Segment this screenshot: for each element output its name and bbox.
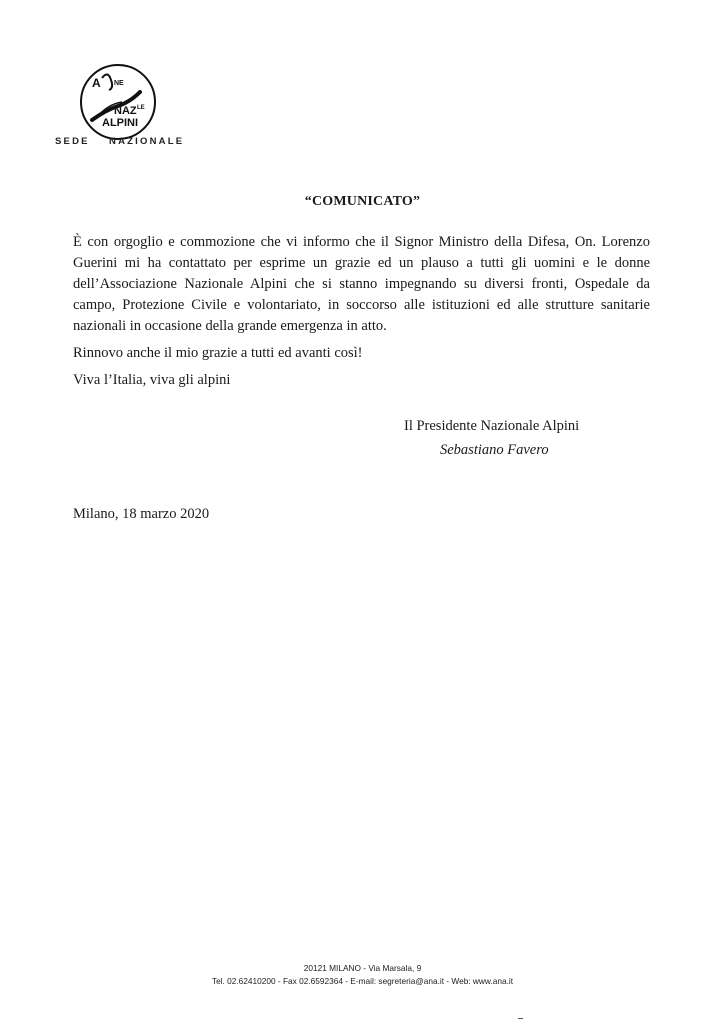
footer-contacts: Tel. 02.62410200 - Fax 02.6592364 - E-mail: segreteria@ana.it - Web: www.ana.it xyxy=(211,976,514,986)
document-title: “COMUNICATO” xyxy=(304,194,421,209)
footer xyxy=(0,962,725,988)
signature-role: Il Presidente Nazionale Alpini xyxy=(404,418,580,434)
paragraph-thanks: Rinnovo anche il mio grazie a tutti ed avanti così! xyxy=(73,345,363,361)
signature-name: Sebastiano Favero xyxy=(440,442,549,458)
ana-logo xyxy=(78,62,158,142)
page-mark xyxy=(518,1018,523,1019)
signature-block xyxy=(404,414,579,462)
logo-text-naz: NAZ xyxy=(114,105,137,117)
paragraph-main: È con orgoglio e commozione che vi informo che il Signor Ministro della Difesa, On. Lorenzo Guerini mi ha contattato per esprime un grazie ed un plauso a tutti gli uomini e le donne dell’Associazione Nazionale Alpini che si stanno impegnando su diversi fronti, Ospedale da campo, Protezione Civile e volontariato, in soccorso alle istituzioni ed alle strutture sanitarie nazionali in occasione della grande emergenza in atto. xyxy=(73,234,650,334)
paragraph-closing: Viva l’Italia, viva gli alpini xyxy=(73,372,231,388)
office-label: SEDE NAZIONALE xyxy=(55,136,185,147)
logo-swirl-icon xyxy=(102,74,112,90)
logo-text-alpini: ALPINI xyxy=(102,117,139,129)
logo-letter-a: A xyxy=(92,76,101,90)
logo-text-le: LE xyxy=(137,105,145,111)
footer-address: 20121 MILANO - Via Marsala, 9 xyxy=(303,963,422,973)
document-body xyxy=(73,232,650,397)
document-date: Milano, 18 marzo 2020 xyxy=(73,506,210,522)
logo-text-ne: NE xyxy=(114,80,124,87)
